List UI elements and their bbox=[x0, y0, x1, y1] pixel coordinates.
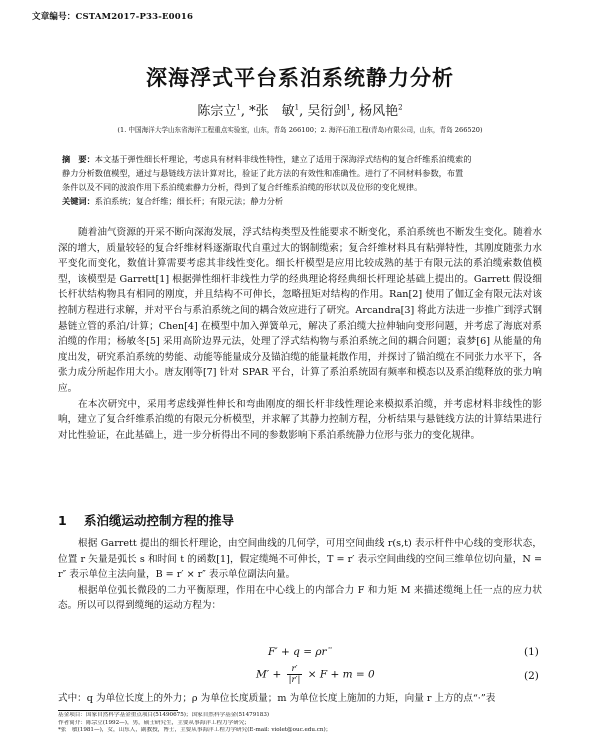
equation-number: (1) bbox=[524, 646, 539, 658]
section-body bbox=[58, 536, 542, 614]
author-mark: * bbox=[249, 104, 256, 119]
equation-expression: M′ + $\frac{r'}{|r'|}$ × F + m = 0 bbox=[256, 664, 375, 685]
keywords: 系泊系统；复合纤维；细长杆；有限元法；静力分析 bbox=[94, 196, 284, 206]
author-line: 陈宗立$^1$, *张 敏$^1$, 吴衍剑$^1$, 杨风艳$^2$ bbox=[197, 103, 403, 119]
article-number: 文章编号：CSTAM2017-P33-E0016 bbox=[32, 12, 194, 22]
abstract-label: 摘 要： bbox=[62, 154, 95, 164]
equation-expression: F′ + q = ρr¨ bbox=[268, 646, 332, 658]
abstract-line: 条件以及不同的波浪作用下系泊缆索静力分析，得到了复合纤维系泊缆的形状以及位形的变化规律。 bbox=[62, 182, 423, 192]
footnotes bbox=[58, 712, 542, 735]
keywords-label: 关键词： bbox=[62, 196, 95, 206]
keywords-line bbox=[62, 194, 538, 208]
author-name: 杨风艳 bbox=[359, 104, 399, 119]
footnote: 作者简介：陈宗立(1992—)，男，硕士研究生，主要从事海洋工程力学研究； bbox=[58, 719, 251, 726]
section-number: 1 bbox=[58, 513, 67, 528]
author-affil-sup: 2 bbox=[398, 103, 403, 112]
affiliation: (1. 中国海洋大学山东省海洋工程重点实验室，山东，青岛 266100；2. 海洋石油工程(青岛)有限公司，山东，青岛 266520) bbox=[117, 126, 483, 134]
author-name: 张 敏 bbox=[255, 104, 295, 119]
fraction: $\frac{r'}{|r'|}$ bbox=[288, 664, 301, 685]
footnote-rule bbox=[58, 710, 178, 711]
paper-title: 深海浮式平台系泊系统静力分析 bbox=[146, 65, 454, 90]
author-name: 吴衍剑 bbox=[307, 104, 347, 119]
section-title: 系泊缆运动控制方程的推导 bbox=[84, 513, 235, 528]
paragraph: 根据 Garrett 提出的细长杆理论，由空间曲线的几何学，可用空间曲线 r(s,t) 表示杆件中心线的变形状态，位置 r 矢量是弧长 s 和时间 t 的函数[1]，假定缆绳不可伸长，T = r′ 表示空间曲线的空间三维单位切向量，N = r″ 表示单位主法向量，B = r′ × r″ 表示单位副法向量。 bbox=[58, 538, 542, 581]
author-affil-sup: 1 bbox=[236, 103, 241, 112]
paragraph: 随着油气资源的开采不断向深海发展，浮式结构类型及性能要求不断变化，系泊系统也不断发生变化。随着水深的增大，质量较轻的复合纤维材料逐渐取代自重过大的钢制缆索；复合纤维材料具有粘弹特性，其刚度随张力水平变化而变化，数值计算需要考虑其非线性变化。细长杆模型是应用比较成熟的基于有限元法的系泊缆索数值模型，该模型是 Garrett[1] 根据弹性细杆非线性力学的经典理论将经典细长杆理论基础上提出的。Garrett 假设细长杆状结构物具有相同的刚度，并且结构不可伸长，忽略扭矩对结构的作用。Ran[2] 使用了伽辽金有限元法对该控制方程进行求解，并对平台与系泊系统之间的耦合效应进行了研究。Arcandra[3] 将此方法进一步推广到浮式钢悬链立管的系泊/计算；Chen[4] 在模型中加入弹簧单元，解决了系泊缆大拉伸轴向变形问题，并考虑了海底对系泊缆的作用；杨敏冬[5] 采用高阶边界元法，处理了浮式结构物与系泊系统之间的耦合问题；袁梦[6] 从能量的角度出发，研究系泊系统的势能、动能等能量成分及锚泊缆的能量耗散作用，并探讨了锚泊缆在不同张力水平下，各张力成分所起作用大小。唐友刚等[7] 针对 SPAR 平台，计算了系泊系统固有频率和模态以及系泊缆释放的张力响应。 bbox=[58, 227, 542, 394]
footnote: 基金项目：国家自然科学基金重点项目(51490675)；国家自然科学基金(51479183) bbox=[58, 712, 270, 718]
author-name: 陈宗立 bbox=[197, 104, 237, 119]
after-equation-text: 式中：q 为单位长度上的外力；ρ 为单位长度质量；m 为单位长度上施加的力矩，向量 r 上方的点“·”表 bbox=[58, 693, 496, 704]
section-heading bbox=[58, 511, 234, 529]
author-affil-sup: 1 bbox=[294, 103, 300, 112]
equation-number: (2) bbox=[524, 670, 539, 682]
footnote: *张 敏(1981—)，女，山东人，副教授，博士，主要从事海洋工程力学研究(E-mail: violet@ouc.edu.cn)； bbox=[58, 727, 332, 734]
abstract-line: 摘 要：本文基于弹性细长杆理论，考虑具有材料非线性特性，建立了适用于深海浮式结构的复合纤维系泊缆索的 bbox=[62, 154, 472, 164]
author-affil-sup: 1 bbox=[346, 103, 351, 112]
abstract-block bbox=[62, 152, 538, 208]
paragraph: 根据单位弧长微段的二力平衡原理，作用在中心线上的内部合力 F 和力矩 M 来描述缆绳上任一点的应力状态。所以可以得到缆绳的运动方程为： bbox=[58, 584, 542, 612]
introduction bbox=[58, 225, 542, 443]
abstract-line: 静力分析数值模型，通过与悬链线方法计算对比，验证了此方法的有效性和准确性。进行了不同材料参数，布置 bbox=[62, 168, 464, 178]
paragraph: 在本次研究中，采用考虑线弹性伸长和弯曲刚度的细长杆非线性理论来模拟系泊缆，并考虑材料非线性的影响，建立了复合纤维系泊缆的有限元分析模型，并求解了其静力控制方程，分析结果与悬链线方法的计算结果进行对比性验证，在此基础上，进一步分析得出不同的参数影响下系泊系统静力位形与张力的变化规律。 bbox=[58, 398, 542, 441]
